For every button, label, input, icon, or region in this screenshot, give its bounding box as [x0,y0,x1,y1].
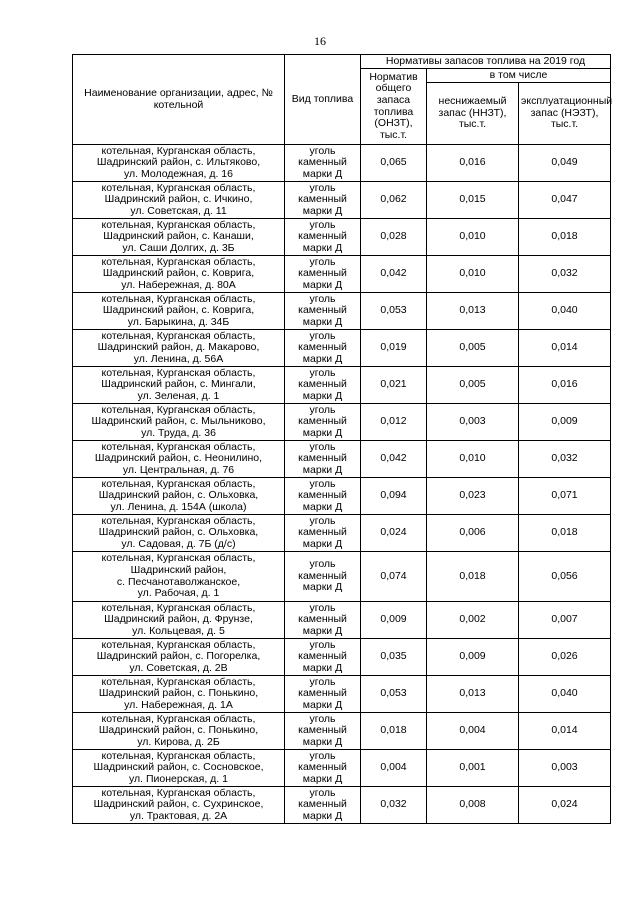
header-fuel-type: Вид топлива [285,55,361,145]
cell-nnzt: 0,008 [427,787,519,824]
fuel-type-line: каменный [298,341,347,354]
cell-nezt: 0,049 [519,145,611,182]
organization-line: ул. Труда, д. 36 [141,426,216,439]
fuel-type-line: уголь [309,181,336,194]
cell-fuel-type [285,750,361,787]
organization-line: котельная, Курганская область, [101,366,256,379]
fuel-type-line: марки Д [302,167,343,180]
cell-nnzt: 0,015 [427,182,519,219]
organization-line: ул. Трактовая, д. 2А [129,809,228,822]
fuel-type-line: каменный [298,304,347,317]
fuel-type-line: каменный [298,613,347,626]
header-nnzt: неснижаемый запас (ННЗТ), тыс.т. [427,83,519,145]
fuel-type-line: каменный [298,230,347,243]
fuel-type-line: каменный [298,452,347,465]
organization-line: Шадринский район, д. Макарово, [97,341,260,354]
fuel-type-line: каменный [298,687,347,700]
cell-fuel-type [285,515,361,552]
table-row [73,515,611,552]
cell-total-reserve: 0,053 [361,293,427,330]
cell-nezt: 0,016 [519,367,611,404]
cell-fuel-type [285,552,361,602]
cell-total-reserve: 0,019 [361,330,427,367]
cell-nnzt: 0,023 [427,478,519,515]
cell-nnzt: 0,016 [427,145,519,182]
organization-line: Шадринский район, д. Фрунзе, [104,613,253,626]
cell-nnzt: 0,010 [427,219,519,256]
cell-organization [73,182,285,219]
cell-fuel-type [285,478,361,515]
header-nezt: эксплуатационный запас (НЭЗТ), тыс.т. [519,83,611,145]
cell-nezt: 0,071 [519,478,611,515]
organization-line: котельная, Курганская область, [101,601,256,614]
fuel-type-line: каменный [298,415,347,428]
organization-line: Шадринский район, с. Понькино, [98,724,259,737]
table-row [73,219,611,256]
cell-organization [73,256,285,293]
organization-line: ул. Набережная, д. 80А [121,278,236,291]
organization-line: Шадринский район, с. Понькино, [98,687,259,700]
organization-line: котельная, Курганская область, [101,675,256,688]
cell-total-reserve: 0,053 [361,676,427,713]
table-row [73,145,611,182]
cell-total-reserve: 0,004 [361,750,427,787]
cell-nezt: 0,014 [519,330,611,367]
header-norms-title: Нормативы запасов топлива на 2019 год [361,55,611,69]
organization-line: котельная, Курганская область, [101,440,256,453]
organization-line: ул. Зеленая, д. 1 [137,389,220,402]
header-total-reserve: Норматив общего запаса топлива (ОНЗТ), тыс.т. [361,69,427,145]
cell-nnzt: 0,013 [427,676,519,713]
fuel-type-line: марки Д [302,735,343,748]
organization-line: Шадринский район, с. Коврига, [102,267,255,280]
cell-organization [73,750,285,787]
fuel-type-line: уголь [309,638,336,651]
table-row [73,639,611,676]
organization-line: ул. Молодежная, д. 16 [124,167,233,180]
organization-line: ул. Ленина, д. 56А [133,352,224,365]
cell-total-reserve: 0,042 [361,441,427,478]
cell-fuel-type [285,787,361,824]
cell-total-reserve: 0,012 [361,404,427,441]
organization-line: Шадринский район, с. Ольховка, [98,526,259,539]
fuel-type-line: каменный [298,526,347,539]
table-row [73,367,611,404]
cell-nnzt: 0,018 [427,552,519,602]
cell-organization [73,330,285,367]
cell-nnzt: 0,001 [427,750,519,787]
organization-line: котельная, Курганская область, [101,218,256,231]
organization-line: ул. Кольцевая, д. 5 [132,624,225,637]
fuel-norms-table [72,54,611,824]
cell-nezt: 0,018 [519,219,611,256]
cell-nezt: 0,014 [519,713,611,750]
organization-line: ул. Садовая, д. 7Б (д/с) [121,537,236,550]
cell-fuel-type [285,404,361,441]
cell-fuel-type [285,145,361,182]
fuel-type-line: марки Д [302,772,343,785]
fuel-type-line: каменный [298,724,347,737]
cell-fuel-type [285,367,361,404]
table-row [73,787,611,824]
fuel-type-line: уголь [309,292,336,305]
organization-line: котельная, Курганская область, [101,181,256,194]
fuel-type-line: уголь [309,558,336,571]
organization-line: Шадринский район, с. Коврига, [102,304,255,317]
organization-line: Шадринский район, с. Погорелка, [96,650,261,663]
organization-line: котельная, Курганская область, [101,477,256,490]
cell-nezt: 0,040 [519,293,611,330]
cell-total-reserve: 0,021 [361,367,427,404]
organization-line: котельная, Курганская область, [101,514,256,527]
organization-line: Шадринский район, с. Сосновское, [93,761,264,774]
fuel-type-line: марки Д [302,661,343,674]
cell-fuel-type [285,182,361,219]
cell-total-reserve: 0,094 [361,478,427,515]
fuel-type-line: каменный [298,798,347,811]
cell-total-reserve: 0,065 [361,145,427,182]
table-row [73,602,611,639]
header-including: в том числе [427,69,611,83]
organization-line: котельная, Курганская область, [101,292,256,305]
cell-nezt: 0,018 [519,515,611,552]
cell-nnzt: 0,005 [427,330,519,367]
cell-nnzt: 0,004 [427,713,519,750]
cell-organization [73,515,285,552]
fuel-type-line: каменный [298,761,347,774]
table-row [73,441,611,478]
cell-total-reserve: 0,028 [361,219,427,256]
organization-line: Шадринский район, с. Ичкино, [104,193,253,206]
cell-fuel-type [285,441,361,478]
fuel-type-line: марки Д [302,624,343,637]
fuel-type-line: марки Д [302,426,343,439]
fuel-type-line: марки Д [302,500,343,513]
cell-nezt: 0,032 [519,441,611,478]
cell-nezt: 0,009 [519,404,611,441]
cell-organization [73,787,285,824]
table-row [73,404,611,441]
cell-total-reserve: 0,032 [361,787,427,824]
organization-line: ул. Саши Долгих, д. 3Б [122,241,235,254]
fuel-type-line: марки Д [302,809,343,822]
cell-fuel-type [285,639,361,676]
cell-organization [73,219,285,256]
fuel-type-line: марки Д [302,278,343,291]
fuel-type-line: уголь [309,477,336,490]
cell-nezt: 0,056 [519,552,611,602]
cell-total-reserve: 0,009 [361,602,427,639]
organization-line: ул. Советская, д. 11 [130,204,227,217]
table-row [73,330,611,367]
organization-line: Шадринский район, с. Ильтяково, [96,156,261,169]
cell-nezt: 0,024 [519,787,611,824]
cell-organization [73,441,285,478]
table-row [73,182,611,219]
fuel-type-line: каменный [298,489,347,502]
cell-total-reserve: 0,018 [361,713,427,750]
table-row [73,256,611,293]
cell-organization [73,367,285,404]
cell-nezt: 0,040 [519,676,611,713]
fuel-type-line: уголь [309,403,336,416]
organization-line: ул. Пионерская, д. 1 [129,772,228,785]
cell-organization [73,639,285,676]
fuel-type-line: уголь [309,255,336,268]
fuel-type-line: марки Д [302,352,343,365]
organization-line: котельная, Курганская область, [101,552,256,565]
fuel-type-line: марки Д [302,315,343,328]
fuel-type-line: уголь [309,786,336,799]
organization-line: котельная, Курганская область, [101,638,256,651]
organization-line: ул. Кирова, д. 2Б [137,735,220,748]
organization-line: котельная, Курганская область, [101,329,256,342]
cell-nezt: 0,003 [519,750,611,787]
cell-nnzt: 0,009 [427,639,519,676]
fuel-type-line: уголь [309,440,336,453]
cell-total-reserve: 0,035 [361,639,427,676]
header-organization: Наименование организации, адрес, № котельной [73,55,285,145]
fuel-type-line: уголь [309,601,336,614]
organization-line: котельная, Курганская область, [101,712,256,725]
organization-line: котельная, Курганская область, [101,786,256,799]
cell-organization [73,478,285,515]
cell-fuel-type [285,219,361,256]
organization-line: ул. Барыкина, д. 34Б [127,315,230,328]
organization-line: Шадринский район, [130,563,227,576]
fuel-type-line: уголь [309,712,336,725]
cell-total-reserve: 0,024 [361,515,427,552]
fuel-type-line: марки Д [302,698,343,711]
cell-fuel-type [285,676,361,713]
table-row [73,676,611,713]
cell-nezt: 0,007 [519,602,611,639]
fuel-type-line: марки Д [302,204,343,217]
cell-nnzt: 0,005 [427,367,519,404]
organization-line: Шадринский район, с. Мингали, [101,378,256,391]
fuel-type-line: каменный [298,267,347,280]
table-row [73,293,611,330]
cell-nnzt: 0,006 [427,515,519,552]
cell-nezt: 0,026 [519,639,611,676]
fuel-type-line: марки Д [302,537,343,550]
fuel-type-line: уголь [309,218,336,231]
cell-fuel-type [285,256,361,293]
cell-organization [73,676,285,713]
cell-organization [73,602,285,639]
table-row [73,713,611,750]
cell-organization [73,404,285,441]
cell-total-reserve: 0,042 [361,256,427,293]
organization-line: с. Песчанотаволжанское, [116,575,241,588]
cell-organization [73,145,285,182]
table-row [73,478,611,515]
cell-organization [73,293,285,330]
fuel-type-line: каменный [298,193,347,206]
fuel-type-line: уголь [309,329,336,342]
table-row [73,750,611,787]
organization-line: ул. Советская, д. 2В [129,661,228,674]
fuel-type-line: каменный [298,378,347,391]
organization-line: Шадринский район, с. Мыльниково, [91,415,266,428]
cell-fuel-type [285,330,361,367]
fuel-type-line: уголь [309,675,336,688]
organization-line: котельная, Курганская область, [101,749,256,762]
table-row [73,552,611,602]
cell-fuel-type [285,293,361,330]
organization-line: Шадринский район, с. Канаши, [103,230,254,243]
fuel-type-line: каменный [298,650,347,663]
cell-total-reserve: 0,074 [361,552,427,602]
cell-nezt: 0,032 [519,256,611,293]
cell-nnzt: 0,010 [427,441,519,478]
fuel-type-line: марки Д [302,581,343,594]
fuel-type-line: уголь [309,514,336,527]
fuel-type-line: каменный [298,569,347,582]
cell-nnzt: 0,010 [427,256,519,293]
cell-organization [73,552,285,602]
organization-line: Шадринский район, с. Сухринское, [93,798,264,811]
fuel-type-line: уголь [309,366,336,379]
cell-fuel-type [285,713,361,750]
fuel-type-line: марки Д [302,241,343,254]
organization-line: котельная, Курганская область, [101,144,256,157]
fuel-type-line: уголь [309,749,336,762]
fuel-type-line: марки Д [302,389,343,402]
organization-line: ул. Ленина, д. 154А (школа) [110,500,247,513]
page-number: 16 [314,34,326,48]
organization-line: ул. Набережная, д. 1А [124,698,233,711]
fuel-type-line: уголь [309,144,336,157]
organization-line: котельная, Курганская область, [101,403,256,416]
cell-total-reserve: 0,062 [361,182,427,219]
organization-line: ул. Центральная, д. 76 [122,463,235,476]
cell-nnzt: 0,002 [427,602,519,639]
organization-line: ул. Рабочая, д. 1 [137,587,220,600]
cell-nnzt: 0,003 [427,404,519,441]
cell-organization [73,713,285,750]
fuel-type-line: марки Д [302,463,343,476]
cell-nnzt: 0,013 [427,293,519,330]
cell-nezt: 0,047 [519,182,611,219]
fuel-type-line: каменный [298,156,347,169]
organization-line: Шадринский район, с. Неонилино, [94,452,263,465]
organization-line: Шадринский район, с. Ольховка, [98,489,259,502]
cell-fuel-type [285,602,361,639]
organization-line: котельная, Курганская область, [101,255,256,268]
